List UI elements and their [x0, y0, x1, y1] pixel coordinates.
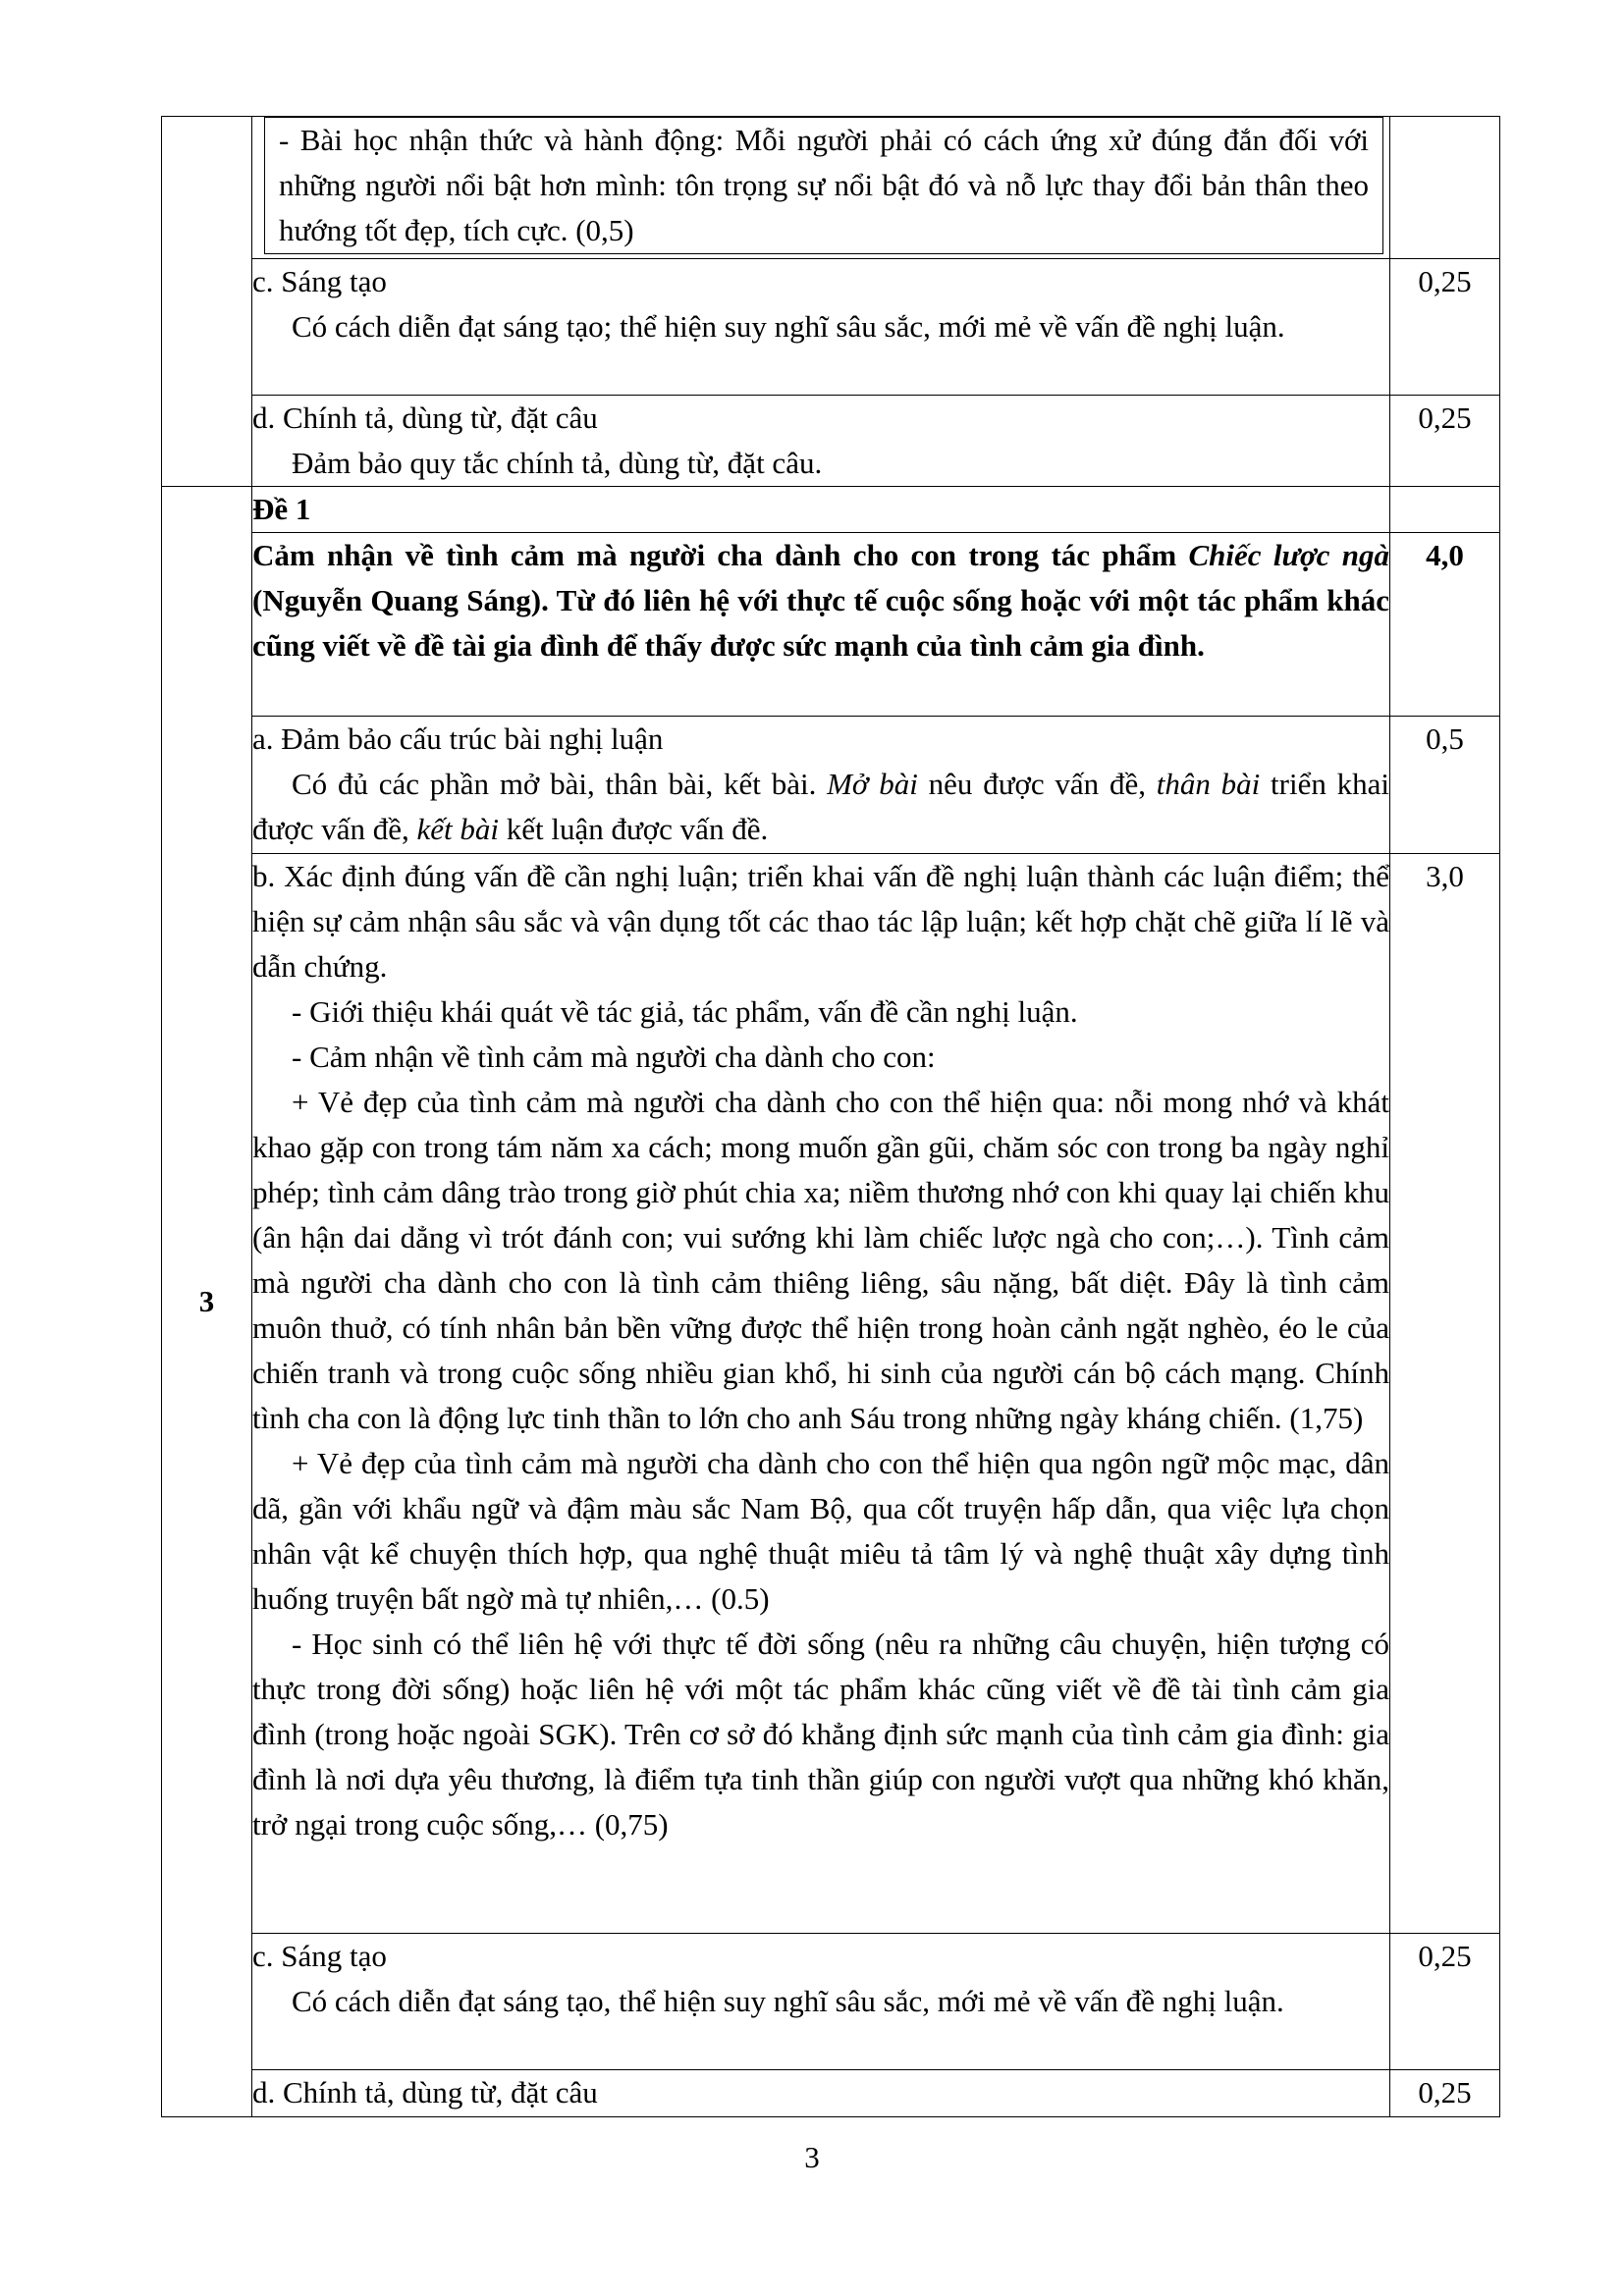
prompt-work-title: Chiếc lược ngà — [1188, 538, 1389, 572]
criterion-c-body: Có cách diễn đạt sáng tạo; thể hiện suy nghĩ sâu sắc, mới mẻ về vấn đề nghị luận. — [292, 309, 1285, 344]
table-row — [162, 854, 1500, 1934]
criterion-a-body — [252, 762, 1389, 852]
criterion-b-score: 3,0 — [1390, 854, 1500, 1934]
prompt-cell — [252, 533, 1390, 717]
question-number-cell — [162, 117, 252, 487]
criterion-d-cell — [252, 2070, 1390, 2117]
criterion-b-intro: b. Xác định đúng vấn đề cần nghị luận; triển khai vấn đề nghị luận thành các luận điểm; thể hiện sự cảm nhận sâu sắc và vận dụng tốt các thao tác lập luận; kết hợp chặt chẽ giữa lí lẽ và dẫn chứng. — [252, 859, 1389, 984]
criterion-d-score: 0,25 — [1390, 2070, 1500, 2117]
lesson-cell — [252, 117, 1390, 259]
criterion-b-point: - Giới thiệu khái quát về tác giả, tác phẩm, vấn đề cần nghị luận. — [292, 994, 1078, 1029]
table-row — [162, 396, 1500, 487]
prompt-score: 4,0 — [1390, 533, 1500, 717]
criterion-a-text: Có đủ các phần mở bài, thân bài, kết bài. — [292, 767, 828, 801]
score-cell — [1390, 117, 1500, 259]
grading-table — [161, 116, 1500, 2117]
criterion-c-title: c. Sáng tạo — [252, 1939, 387, 1973]
lesson-text: - Bài học nhận thức và hành động: Mỗi người phải có cách ứng xử đúng đắn đối với những người nổi bật hơn mình: tôn trọng sự nổi bật đó và nỗ lực thay đổi bản thân theo hướng tốt đẹp, tích cực. (0,5) — [279, 123, 1369, 247]
criterion-a-term: thân bài — [1156, 767, 1261, 801]
table-row — [162, 117, 1500, 259]
criterion-c-cell — [252, 259, 1390, 396]
criterion-c-body: Có cách diễn đạt sáng tạo, thể hiện suy nghĩ sâu sắc, mới mẻ về vấn đề nghị luận. — [292, 1984, 1284, 2018]
de-label: Đề 1 — [252, 487, 1390, 533]
criterion-a-text: nêu được vấn đề, — [917, 767, 1157, 801]
table-row — [162, 487, 1500, 533]
lesson-box — [264, 117, 1383, 254]
criterion-a-term: kết bài — [416, 812, 499, 846]
criterion-b-point: + Vẻ đẹp của tình cảm mà người cha dành cho con thể hiện qua: nỗi mong nhớ và khát khao gặp con trong tám năm xa cách; mong muốn gần gũi, chăm sóc con trong ba ngày nghỉ phép; tình cảm dâng trào trong giờ phút chia xa; niềm thương nhớ con khi quay lại chiến khu (ân hận dai dẳng vì trót đánh con; vui sướng khi làm chiếc lược ngà cho con;…). Tình cảm mà người cha dành cho con là tình cảm thiêng liêng, sâu nặng, bất diệt. Đây là tình cảm muôn thuở, có tính nhân bản bền vững được thể hiện trong hoàn cảnh ngặt nghèo, éo le của chiến tranh và trong cuộc sống nhiều gian khổ, hi sinh của người cán bộ cách mạng. Chính tình cha con là động lực tinh thần to lớn cho anh Sáu trong những ngày kháng chiến. (1,75) — [252, 1085, 1389, 1435]
table-row — [162, 1934, 1500, 2070]
criterion-a-term: Mở bài — [827, 767, 918, 801]
prompt-text-2: (Nguyễn Quang Sáng). Từ đó liên hệ với thực tế cuộc sống hoặc với một tác phẩm khác cũng viết về đề tài gia đình để thấy được sức mạnh của tình cảm gia đình. — [252, 583, 1389, 663]
criterion-a-score: 0,5 — [1390, 717, 1500, 854]
criterion-c-score: 0,25 — [1390, 1934, 1500, 2070]
criterion-d-title: d. Chính tả, dùng từ, đặt câu — [252, 2075, 598, 2109]
criterion-c-title: c. Sáng tạo — [252, 264, 387, 298]
criterion-d-body: Đảm bảo quy tắc chính tả, dùng từ, đặt câu. — [292, 446, 823, 480]
criterion-b-point: - Cảm nhận về tình cảm mà người cha dành cho con: — [292, 1040, 936, 1074]
page-number: 3 — [804, 2140, 820, 2174]
table-row — [162, 717, 1500, 854]
criterion-a-title: a. Đảm bảo cấu trúc bài nghị luận — [252, 721, 664, 756]
criterion-d-title: d. Chính tả, dùng từ, đặt câu — [252, 400, 598, 435]
question-number: 3 — [162, 487, 252, 2117]
criterion-b-point: + Vẻ đẹp của tình cảm mà người cha dành cho con thể hiện qua ngôn ngữ mộc mạc, dân dã, gần với khẩu ngữ và đậm màu sắc Nam Bộ, qua cốt truyện hấp dẫn, qua việc lựa chọn nhân vật kể chuyện thích hợp, qua nghệ thuật miêu tả tâm lý và nghệ thuật xây dựng tình huống truyện bất ngờ mà tự nhiên,… (0.5) — [252, 1446, 1389, 1616]
criterion-a-cell — [252, 717, 1390, 854]
criterion-b-point: - Học sinh có thể liên hệ với thực tế đời sống (nêu ra những câu chuyện, hiện tượng có thực trong đời sống) hoặc liên hệ với một tác phẩm khác cũng viết về đề tài tình cảm gia đình (trong hoặc ngoài SGK). Trên cơ sở đó khẳng định sức mạnh của tình cảm gia đình: gia đình là nơi dựa yêu thương, là điểm tựa tinh thần giúp con người vượt qua những khó khăn, trở ngại trong cuộc sống,… (0,75) — [252, 1627, 1389, 1842]
criterion-d-cell — [252, 396, 1390, 487]
criterion-b-cell — [252, 854, 1390, 1934]
table-row — [162, 2070, 1500, 2117]
prompt-text-1: Cảm nhận về tình cảm mà người cha dành cho con trong tác phẩm — [252, 538, 1189, 572]
criterion-c-score: 0,25 — [1390, 259, 1500, 396]
criterion-c-cell — [252, 1934, 1390, 2070]
score-cell — [1390, 487, 1500, 533]
table-row — [162, 533, 1500, 717]
criterion-a-text: kết luận được vấn đề. — [498, 812, 769, 846]
table-row — [162, 259, 1500, 396]
criterion-a-text: triển khai được vấn đề, — [252, 767, 1390, 846]
criterion-d-score: 0,25 — [1390, 396, 1500, 487]
